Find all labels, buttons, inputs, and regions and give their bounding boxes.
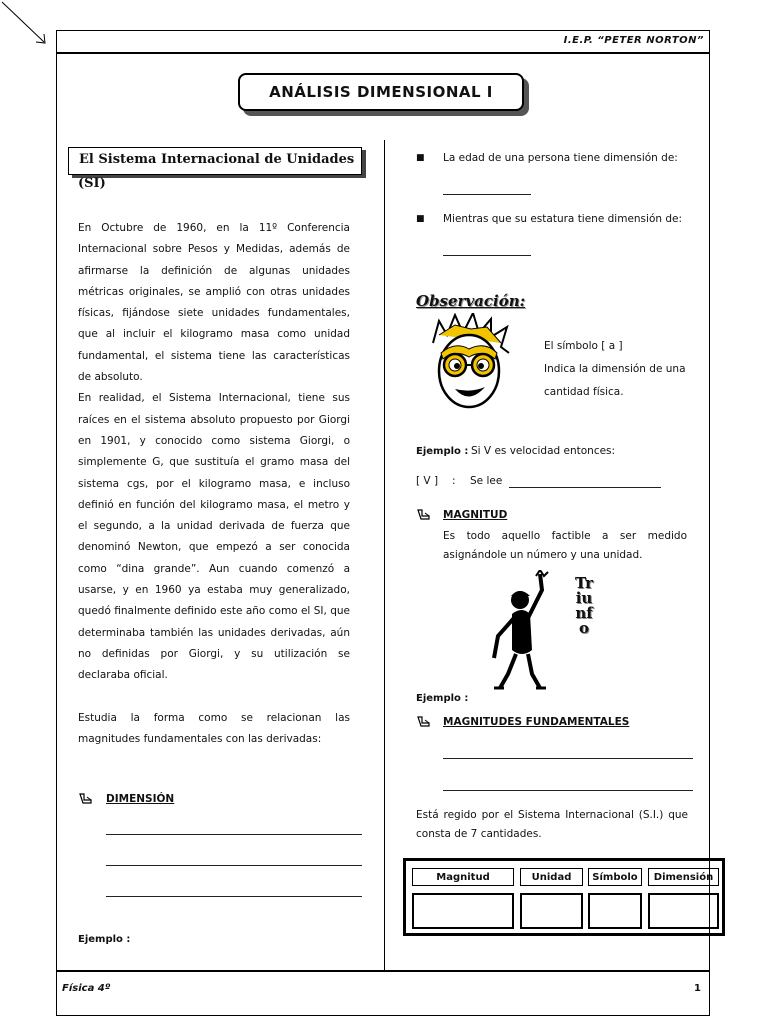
bullet-square-icon: ■ xyxy=(416,214,425,224)
hand-pointer-icon xyxy=(78,792,94,806)
header-rule xyxy=(56,52,710,54)
symbol-line-1: El símbolo [ a ] xyxy=(544,340,623,352)
table-cell xyxy=(520,893,583,929)
v-colon: : xyxy=(452,475,456,487)
paragraph-3: Estudia la forma como se relacionan las magnitudes fundamentales con las derivadas: xyxy=(78,712,350,746)
answer-line xyxy=(509,487,661,488)
answer-line xyxy=(443,790,693,791)
symbol-line-3: cantidad física. xyxy=(544,386,624,398)
section-title-box xyxy=(68,147,362,175)
units-table xyxy=(403,858,725,936)
table-cell xyxy=(648,893,719,929)
bullet-text-1: La edad de una persona tiene dimensión de: xyxy=(443,152,678,164)
magnitud-definition: Es todo aquello factible a ser medido asignándole un número y una unidad. xyxy=(443,530,687,561)
answer-line xyxy=(106,896,362,897)
hand-pointer-icon xyxy=(416,715,432,729)
school-name: I.E.P. “PETER NORTON” xyxy=(563,35,704,46)
hand-pointer-icon xyxy=(416,508,432,522)
ejemplo-label-2: Ejemplo : xyxy=(416,693,469,704)
ejemplo-label-left: Ejemplo : xyxy=(78,934,131,945)
observacion-heading: Observación: xyxy=(416,292,526,310)
page-title-text: ANÁLISIS DIMENSIONAL I xyxy=(269,83,493,101)
answer-line xyxy=(106,865,362,866)
magnitudes-fundamentales-heading: MAGNITUDES FUNDAMENTALES xyxy=(443,716,630,728)
section-title-suffix: (SI) xyxy=(78,176,106,191)
dimension-heading: DIMENSIÓN xyxy=(106,793,175,805)
ejemplo-text-1: Si V es velocidad entonces: xyxy=(471,445,616,457)
page-number: 1 xyxy=(694,983,701,994)
paragraph-2: En realidad, el Sistema Internacional, tiene sus raíces en el sistema absoluto propuesto por Giorgi en 1901, y conocido como sistema Giorgi, o simplemente G, que sustituía el gramo masa del sistema cgs, por el kilogramo masa, e incluso definió en función del kilogramo masa, el metro y el segundo, a la unidad derivada de fuerza que denominó Newton, que empezó a ser conocida como “dina grande”. Aun cuando comenzó a usarse, y en 1960 ya estaba muy generalizado, quedó finalmente definido este año como el SI, que determinaba también las unidades derivadas, aún no definidas por Giorgi, y su utilización se declaraba oficial. xyxy=(78,392,350,682)
bullet-square-icon: ■ xyxy=(416,153,425,163)
intro-text xyxy=(78,218,350,687)
corner-arrow-icon xyxy=(0,0,60,50)
answer-line xyxy=(106,834,362,835)
footer-rule xyxy=(56,970,710,972)
regido-text: Está regido por el Sistema Internacional (S.I.) que consta de 7 cantidades. xyxy=(416,809,688,840)
table-header-magnitud: Magnitud xyxy=(412,868,514,886)
answer-line xyxy=(443,255,531,256)
bullet-text-2: Mientras que su estatura tiene dimensión de: xyxy=(443,213,683,225)
cartoon-face-icon xyxy=(425,313,515,413)
table-header-simbolo: Símbolo xyxy=(588,868,642,886)
answer-line xyxy=(443,758,693,759)
table-header-unidad: Unidad xyxy=(520,868,583,886)
footer-subject: Física 4º xyxy=(62,983,111,994)
v-bracket: [ V ] xyxy=(416,475,439,487)
magnitud-heading: MAGNITUD xyxy=(443,509,508,521)
column-divider xyxy=(384,140,385,970)
figure-wordart: Triunfo xyxy=(575,574,593,637)
se-lee-text: Se lee xyxy=(470,475,503,487)
paragraph-1: En Octubre de 1960, en la 11º Conferencia Internacional sobre Pesos y Medidas, además de afirmarse la definición de algunas unidades métricas originales, se amplió con otras unidades físicas, fijándose siete unidades fundamentales, que al incluir el kilogramo masa como unidad fundamental, el sistema tiene las características de absoluto. xyxy=(78,222,350,384)
table-cell xyxy=(588,893,642,929)
waving-figure-icon xyxy=(484,570,560,692)
table-header-dimension: Dimensión xyxy=(648,868,719,886)
answer-line xyxy=(443,194,531,195)
page-title xyxy=(238,73,524,111)
table-cell xyxy=(412,893,514,929)
ejemplo-label-1: Ejemplo : xyxy=(416,446,469,457)
section-title: El Sistema Internacional de Unidades xyxy=(79,152,355,167)
symbol-line-2: Indica la dimensión de una xyxy=(544,363,686,375)
